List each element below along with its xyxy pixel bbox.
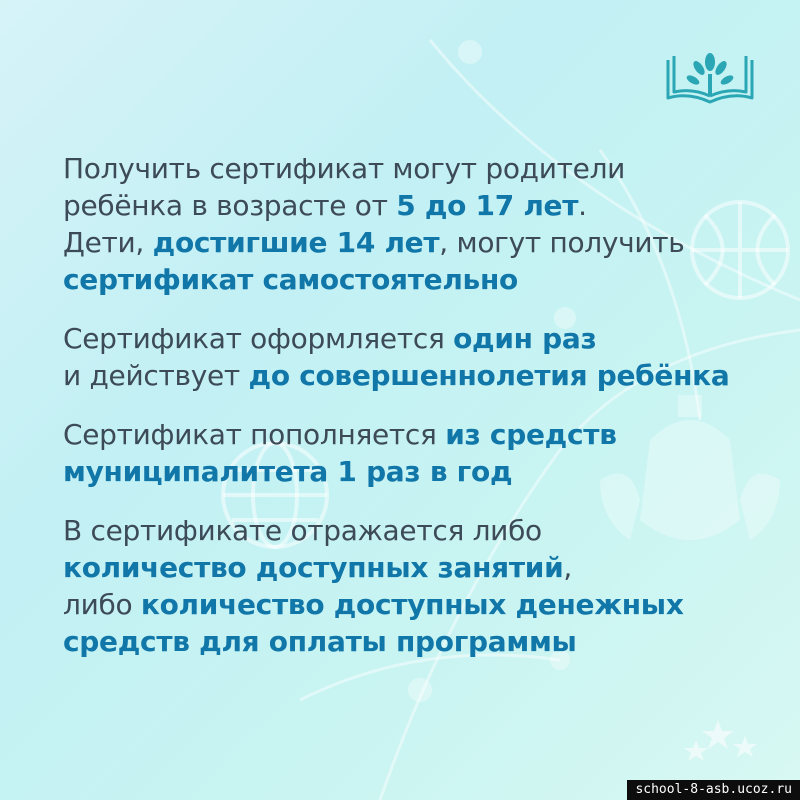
plain-text: Сертификат оформляется: [63, 322, 454, 355]
plain-text: Получить сертификат могут родители: [63, 152, 626, 185]
info-line: [63, 453, 783, 490]
highlighted-text: количество доступных занятий: [63, 551, 564, 584]
open-book-tree-logo-icon: [664, 48, 756, 106]
info-line: [63, 549, 783, 586]
highlighted-text: из средств: [445, 418, 617, 451]
info-line: [63, 224, 783, 261]
plain-text: и действует: [63, 359, 249, 392]
plain-text: , могут получить: [439, 226, 685, 259]
info-block: [63, 320, 783, 394]
info-line: [63, 187, 783, 224]
highlighted-text: один раз: [453, 322, 597, 355]
plain-text: .: [578, 189, 587, 222]
plain-text: ребёнка в возрасте от: [63, 189, 397, 222]
info-line: [63, 320, 783, 357]
highlighted-text: средств для оплаты программы: [63, 625, 577, 658]
highlighted-text: 5 до 17 лет: [396, 189, 579, 222]
network-node-icon: [458, 40, 482, 64]
highlighted-text: количество доступных денежных: [140, 588, 684, 621]
plain-text: Дети,: [63, 226, 153, 259]
plain-text: Сертификат пополняется: [63, 418, 446, 451]
highlighted-text: сертификат самостоятельно: [63, 263, 518, 296]
info-line: [63, 416, 783, 453]
site-watermark: school-8-asb.ucoz.ru: [627, 780, 800, 800]
plain-text: либо: [63, 588, 141, 621]
plain-text: ,: [563, 551, 573, 584]
info-block: [63, 416, 783, 490]
info-line: [63, 586, 783, 623]
plain-text: В сертификате отражается либо: [63, 514, 542, 547]
info-block: [63, 150, 783, 298]
info-line: [63, 623, 783, 660]
info-block: [63, 512, 783, 660]
highlighted-text: муниципалитета 1 раз в год: [63, 455, 513, 488]
info-line: [63, 261, 783, 298]
stars-icon: [684, 720, 757, 761]
info-line: [63, 357, 783, 394]
highlighted-text: достигшие 14 лет: [152, 226, 440, 259]
highlighted-text: до совершеннолетия ребёнка: [248, 359, 730, 392]
info-line: [63, 512, 783, 549]
info-line: [63, 150, 783, 187]
certificate-info-text: [63, 150, 783, 682]
